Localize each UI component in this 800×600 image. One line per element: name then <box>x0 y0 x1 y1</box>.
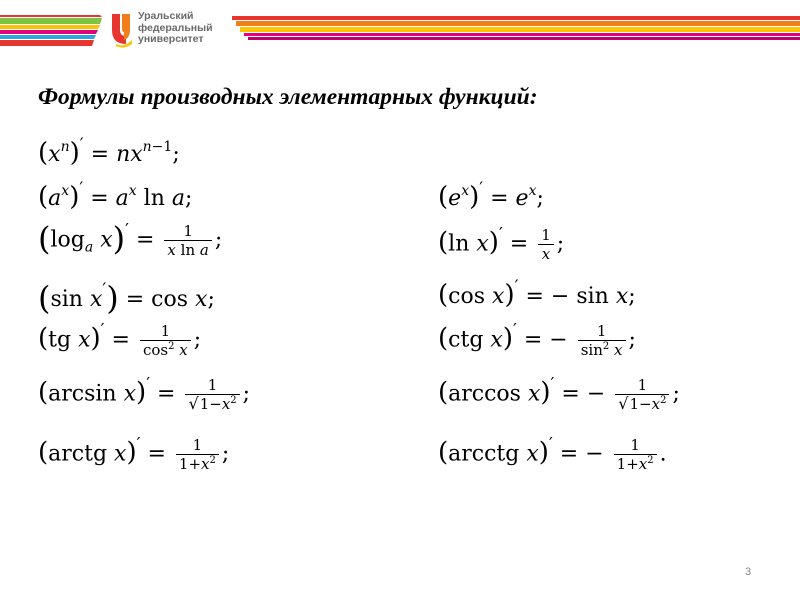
page-title: Формулы производных элементарных функций: <box>38 84 538 110</box>
formula-sine: (sin x′) = cos x; <box>38 279 215 317</box>
formula-logarithm-a: ($\log_a$ x)′ = $\frac{1}{\text{x ln a}}$ ; <box>38 219 223 259</box>
logo-line-3: университет <box>138 33 204 45</box>
formula-tangent: (tg x)′ = $\frac{1}{\cos^2 x}$ ; <box>38 320 202 359</box>
university-logo-text <box>138 11 213 46</box>
logo-line-1: Уральский <box>138 10 194 22</box>
logo-line-2: федеральный <box>138 21 213 34</box>
formula-arccosine: (arccos x)′ = − $\frac{1}{√1-x^2}$ ; <box>438 374 680 413</box>
page-number: 3 <box>745 566 752 578</box>
university-logo-icon <box>110 12 134 48</box>
formula-arccotangent: (arcctg x)′ = − $\frac{1}{1+x^2}$ . <box>438 434 667 473</box>
formula-arctangent: (arctg x)′ = $\frac{1}{1+x^2}$ ; <box>38 434 230 473</box>
formula-cotangent: (ctg x)′ = − $\frac{1}{\sin^2 x}$ ; <box>438 320 636 359</box>
formula-exponential-a: $(a^x)' = a^x$ ln a; <box>38 179 193 212</box>
formula-exponential-e: $(e^x)' = e^x$; <box>438 179 544 212</box>
formula-natural-log: (ln x)′ = $\frac{1}{x}$ ; <box>438 224 565 263</box>
formula-power: $(x^n)' = nx^{n-1}$; <box>38 135 180 168</box>
formula-cosine: (cos x)′ = − sin x; <box>438 277 636 310</box>
formula-arcsine: (arcsin x)′ = $\frac{1}{√1-x^2}$ ; <box>38 374 251 413</box>
header <box>0 0 800 60</box>
